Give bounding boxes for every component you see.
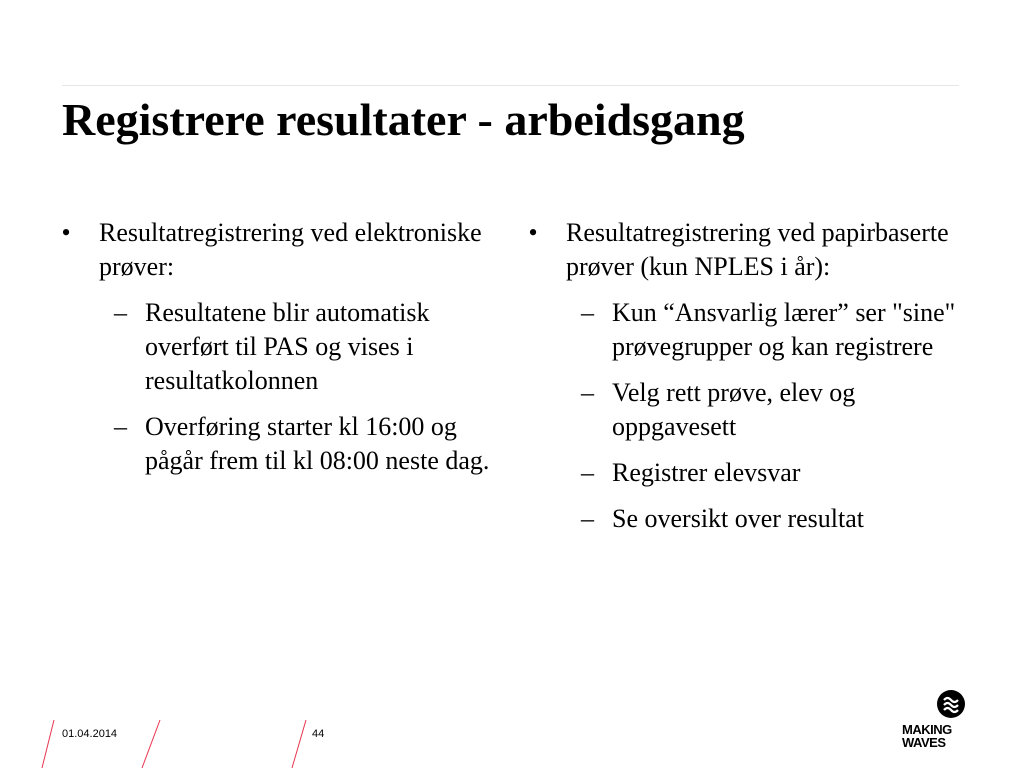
logo-wordmark [902,723,952,749]
right-bullet-text: Resultatregistrering ved papirbaserte prøver (kun NPLES i år): [566,218,949,281]
sub-item-text: Resultatene blir automatisk overført til PAS og vises i resultatkolonnen [145,298,430,395]
sub-item-text: Registrer elevsvar [612,458,801,487]
dash-icon: – [114,412,127,441]
bullet-icon: • [61,218,71,247]
right-bullet [525,216,965,284]
making-waves-logo [900,690,970,754]
dash-icon: – [581,504,594,533]
left-bullet-text: Resultatregistrering ved elektroniske prøver: [99,218,482,281]
right-column [525,216,965,548]
sub-item-text: Se oversikt over resultat [612,504,864,533]
right-sub-list [525,296,965,536]
left-column [58,216,508,490]
left-bullet [58,216,508,284]
dash-icon: – [114,298,127,327]
dash-icon: – [581,298,594,327]
footer-decoration [0,700,340,768]
page-number: 44 [312,728,325,740]
sub-item [581,456,965,490]
logo-line-2: WAVES [902,735,946,750]
logo-line-1: MAKING [902,722,952,737]
sub-item [114,296,508,398]
dash-icon: – [581,378,594,407]
sub-item-text: Velg rett prøve, elev og oppgavesett [612,378,856,441]
sub-item [581,376,965,444]
dash-icon: – [581,458,594,487]
sub-item [114,410,508,478]
slide-title: Registrere resultater - arbeidsgang [62,94,745,145]
waves-logo-icon [937,690,965,718]
bullet-icon: • [528,218,538,247]
footer-date: 01.04.2014 [62,728,118,740]
sub-item-text: Kun “Ansvarlig lærer” ser "sine" prøvegrupper og kan registrere [612,298,956,361]
sub-item [581,502,965,536]
title-divider [62,85,959,86]
sub-item [581,296,965,364]
red-slash-line [142,720,160,768]
left-sub-list [58,296,508,478]
red-slash-line [42,720,54,768]
red-slash-line [292,720,306,768]
sub-item-text: Overføring starter kl 16:00 og pågår frem til kl 08:00 neste dag. [145,412,490,475]
